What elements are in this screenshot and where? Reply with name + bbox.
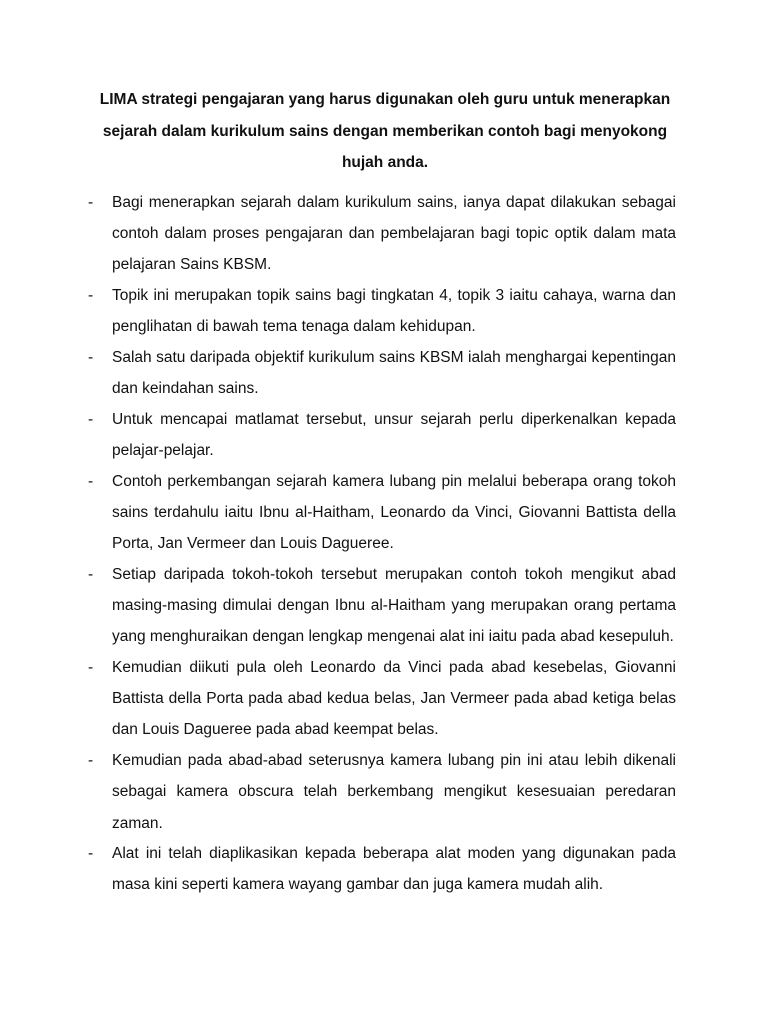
bullet-dash: - bbox=[88, 472, 94, 490]
bullet-item bbox=[88, 652, 676, 746]
bullet-item bbox=[88, 466, 676, 560]
bullet-dash: - bbox=[88, 845, 94, 863]
bullet-item bbox=[88, 838, 676, 900]
bullet-item bbox=[88, 280, 676, 342]
bullet-text: Topik ini merupakan topik sains bagi tingkatan 4, topik 3 iaitu cahaya, warna dan penglihatan di bawah tema tenaga dalam kehidupan. bbox=[112, 287, 676, 336]
bullet-text: Bagi menerapkan sejarah dalam kurikulum sains, ianya dapat dilakukan sebagai contoh dalam proses pengajaran dan pembelajaran bagi topic optik dalam mata pelajaran Sains KBSM. bbox=[112, 194, 676, 274]
bullet-text: Kemudian pada abad-abad seterusnya kamera lubang pin ini atau lebih dikenali sebagai kamera obscura telah berkembang mengikut kesesuaian peredaran zaman. bbox=[112, 752, 676, 832]
bullet-item bbox=[88, 745, 676, 839]
bullet-dash: - bbox=[88, 752, 94, 770]
bullet-text: Kemudian diikuti pula oleh Leonardo da Vinci pada abad kesebelas, Giovanni Battista della Porta pada abad kedua belas, Jan Vermeer pada abad ketiga belas dan Louis Daguerее pada abad keempat belas. bbox=[112, 659, 676, 739]
bullet-list bbox=[88, 187, 676, 900]
bullet-text: Salah satu daripada objektif kurikulum sains KBSM ialah menghargai kepentingan dan keindahan sains. bbox=[112, 349, 676, 398]
bullet-text: Contoh perkembangan sejarah kamera lubang pin melalui beberapa orang tokoh sains terdahulu iaitu Ibnu al-Haitham, Leonardo da Vinci, Giovanni Battista della Porta, Jan Vermeer dan Louis Daguerее. bbox=[112, 472, 676, 553]
bullet-dash: - bbox=[88, 349, 94, 367]
bullet-text: Untuk mencapai matlamat tersebut, unsur sejarah perlu diperkenalkan kepada pelajar-pelajar. bbox=[112, 410, 676, 460]
bullet-item bbox=[88, 559, 676, 653]
bullet-item bbox=[88, 404, 676, 466]
bullet-dash: - bbox=[88, 565, 94, 583]
bullet-item bbox=[88, 342, 676, 404]
bullet-text: Setiap daripada tokoh-tokoh tersebut merupakan contoh tokoh mengikut abad masing-masing dimulai dengan Ibnu al-Haitham yang merupakan orang pertama yang menghuraikan dengan lengkap mengenai alat ini iaitu pada abad kesepuluh. bbox=[112, 565, 676, 646]
bullet-dash: - bbox=[88, 287, 94, 305]
bullet-dash: - bbox=[88, 410, 94, 428]
document-title: LIMA strategi pengajaran yang harus digunakan oleh guru untuk menerapkan sejarah dalam kurikulum sains dengan memberikan contoh bagi menyokong hujah anda. bbox=[99, 91, 671, 171]
bullet-dash: - bbox=[88, 659, 94, 677]
bullet-text: Alat ini telah diaplikasikan kepada beberapa alat moden yang digunakan pada masa kini seperti kamera wayang gambar dan juga kamera mudah alih. bbox=[112, 845, 676, 894]
bullet-item bbox=[88, 187, 676, 281]
bullet-dash: - bbox=[88, 194, 94, 211]
